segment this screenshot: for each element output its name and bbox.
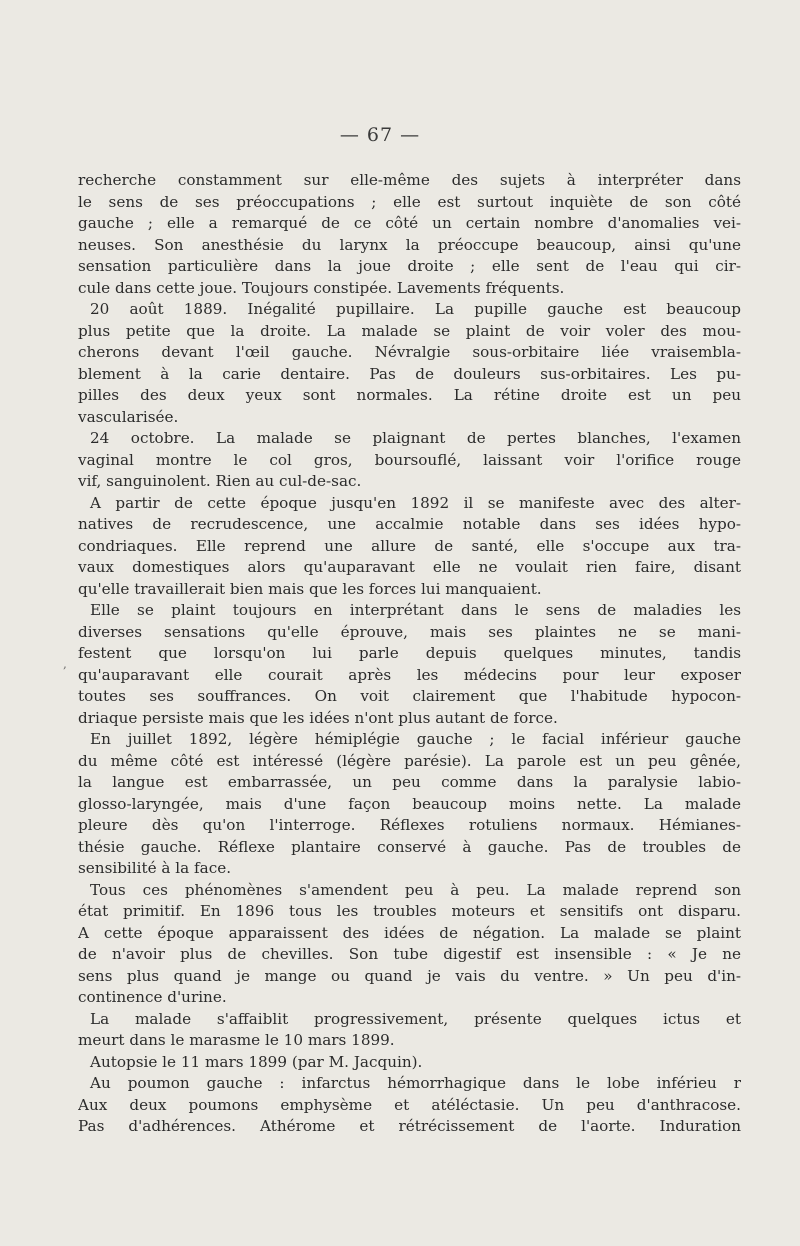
text-line: vascularisée. — [78, 407, 179, 426]
text-line: pleure dès qu'on l'interroge. Réflexes rotuliens normaux. Hémianes- — [78, 816, 741, 834]
text-line: recherche constamment sur elle-même des sujets à interpréter dans — [78, 171, 741, 189]
text-line: vaginal montre le col gros, boursouflé, laissant voir l'orifice rouge — [78, 450, 741, 469]
text-line: de n'avoir plus de chevilles. Son tube digestif est insensible : « Je ne — [78, 945, 741, 963]
text-line: sens plus quand je mange ou quand je vais du ventre. » Un peu d'in- — [78, 966, 741, 985]
text-line: du même côté est intéressé (légère parésie). La parole est un peu gênée, — [78, 751, 741, 770]
text-line: Aux deux poumons emphysème et atéléctasie. Un peu d'anthracose. — [78, 1095, 741, 1114]
text-line: natives de recrudescence, une accalmie notable dans ses idées hypo- — [78, 515, 741, 533]
text-line: vif, sanguinolent. Rien au cul-de-sac. — [78, 472, 362, 490]
text-line: état primitif. En 1896 tous les troubles moteurs et sensitifs ont disparu. — [78, 902, 741, 920]
text-line: continence d'urine. — [78, 988, 227, 1006]
text-line: condriaques. Elle reprend une allure de santé, elle s'occupe aux tra- — [78, 536, 741, 555]
page-number: — 67 — — [339, 124, 421, 146]
stray-mark: , — [63, 657, 67, 671]
text-line: cherons devant l'œil gauche. Névralgie sous-orbitaire liée vraisembla- — [78, 343, 741, 361]
text-line: Au poumon gauche : infarctus hémorrhagique dans le lobe inférieu r — [90, 1074, 741, 1092]
text-line: gauche ; elle a remarqué de ce côté un certain nombre d'anomalies vei- — [78, 214, 741, 232]
text-line: vaux domestiques alors qu'auparavant elle ne voulait rien faire, disant — [78, 558, 741, 576]
text-line: meurt dans le marasme le 10 mars 1899. — [78, 1031, 395, 1049]
text-line: neuses. Son anesthésie du larynx la préoccupe beaucoup, ainsi qu'une — [78, 235, 741, 254]
text-line: 24 octobre. La malade se plaignant de pertes blanches, l'examen — [90, 429, 741, 447]
text-line: sensibilité à la face. — [78, 859, 232, 877]
text-line: qu'auparavant elle courait après les médecins pour leur exposer — [78, 665, 741, 684]
text-line: sensation particulière dans la joue droite ; elle sent de l'eau qui cir- — [78, 257, 741, 275]
text-line: A partir de cette époque jusqu'en 1892 il se manifeste avec des alter- — [90, 493, 741, 512]
text-line: le sens de ses préoccupations ; elle est surtout inquiète de son côté — [78, 192, 741, 211]
text-line: En juillet 1892, légère hémiplégie gauche ; le facial inférieur gauche — [90, 730, 741, 748]
text-line: diverses sensations qu'elle éprouve, mais ses plaintes ne se mani- — [78, 622, 741, 641]
text-line: toutes ses souffrances. On voit clairement que l'habitude hypocon- — [78, 687, 741, 705]
text-line: la langue est embarrassée, un peu comme dans la paralysie labio- — [78, 773, 741, 791]
text-line: Pas d'adhérences. Athérome et rétrécissement de l'aorte. Induration — [78, 1117, 741, 1135]
text-line: cule dans cette joue. Toujours constipée. Lavements fréquents. — [78, 278, 565, 297]
text-line: qu'elle travaillerait bien mais que les forces lui manquaient. — [78, 579, 542, 598]
text-line: festent que lorsqu'on lui parle depuis quelques minutes, tandis — [78, 644, 741, 662]
text-line: thésie gauche. Réflexe plantaire conservé à gauche. Pas de troubles de — [78, 837, 741, 856]
text-line: glosso-laryngée, mais d'une façon beaucoup moins nette. La malade — [78, 794, 741, 813]
text-line: plus petite que la droite. La malade se plaint de voir voler des mou- — [78, 321, 741, 340]
text-line: pilles des deux yeux sont normales. La rétine droite est un peu — [78, 386, 741, 404]
text-line: Tous ces phénomènes s'amendent peu à peu. La malade reprend son — [90, 880, 741, 899]
text-line: A cette époque apparaissent des idées de négation. La malade se plaint — [78, 923, 741, 942]
text-line: Autopsie le 11 mars 1899 (par M. Jacquin). — [90, 1052, 423, 1071]
body-text — [78, 170, 741, 1138]
text-line: Elle se plaint toujours en interprétant dans le sens de maladies les — [90, 601, 741, 619]
text-line: La malade s'affaiblit progressivement, présente quelques ictus et — [90, 1009, 741, 1028]
text-line: blement à la carie dentaire. Pas de douleurs sus-orbitaires. Les pu- — [78, 364, 741, 383]
text-line: driaque persiste mais que les idées n'ont plus autant de force. — [78, 708, 558, 727]
text-line: 20 août 1889. Inégalité pupillaire. La pupille gauche est beaucoup — [90, 300, 741, 318]
